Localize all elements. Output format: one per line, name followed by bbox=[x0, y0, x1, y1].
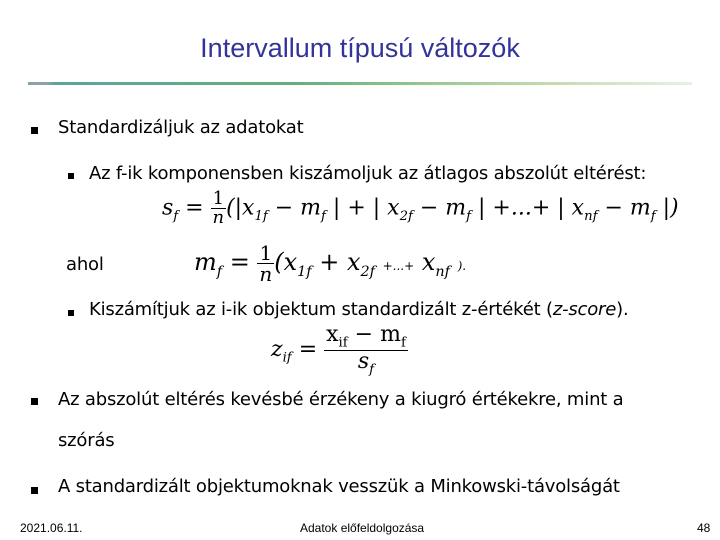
footer-date: 2021.06.11. bbox=[20, 521, 83, 535]
bullet-text-minkowski: A standardizált objektumoknak vesszük a Minkowski-távolságát bbox=[58, 476, 620, 497]
bullet-square bbox=[31, 398, 38, 405]
bullet-square bbox=[31, 487, 38, 494]
zscore-text-start: Kiszámítjuk az i-ik objektum standardizált z-értékét ( bbox=[89, 299, 553, 320]
title-divider bbox=[28, 82, 692, 85]
sub-bullet-text-zscore bbox=[89, 299, 629, 320]
sub-bullet-square bbox=[68, 173, 74, 179]
footer-page-number: 48 bbox=[697, 521, 711, 535]
slide-title: Intervallum típusú változók bbox=[200, 33, 520, 63]
sub-bullet-square bbox=[68, 310, 74, 316]
label-ahol: ahol bbox=[66, 254, 104, 275]
zscore-text-italic: z-score bbox=[552, 299, 617, 320]
footer-title: Adatok előfeldolgozása bbox=[300, 521, 425, 535]
zscore-text-end: ). bbox=[616, 299, 629, 320]
formula-mean: $m_f$ = $\frac{1}{n}$ ($x_{1f} + x_{2f}$ +...+ $x_{nf}$ ). bbox=[194, 241, 467, 286]
sub-bullet-text-mean-abs-dev: Az f-ik komponensben kiszámoljuk az átlagos abszolút eltérést: bbox=[89, 163, 647, 184]
bullet-text-standardize: Standardizáljuk az adatokat bbox=[58, 117, 304, 138]
bullet-square bbox=[31, 127, 38, 134]
formula-mean-absolute-deviation: $s_f$ = $\frac{1}{n}$ ($|x_{1f} - m_f$ | + | $x_{2f} - m_f$ | +...+ | $x_{nf} - m_f$ |) bbox=[162, 188, 679, 228]
bullet-text-robustness-line2: szórás bbox=[58, 430, 115, 451]
bullet-text-robustness-line1: Az abszolút eltérés kevésbé érzékeny a kiugró értékekre, mint a bbox=[58, 389, 624, 410]
formula-zscore: $z_{if}$ = $\frac{x_{if} - m_f}{s_f}$ bbox=[271, 322, 406, 377]
